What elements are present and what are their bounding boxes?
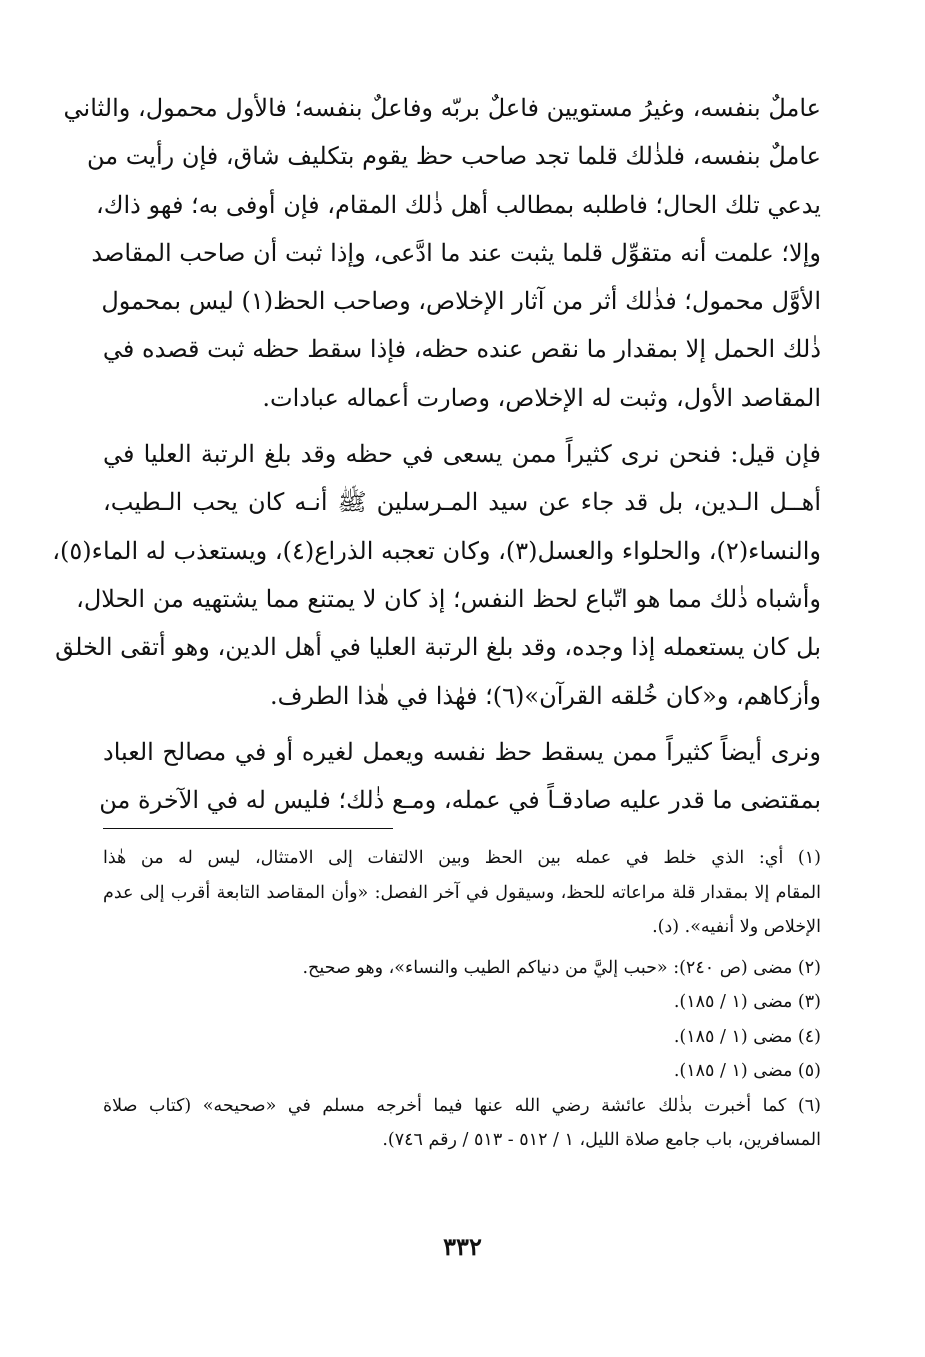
text-line: بل كان يستعمله إذا وجده، وقد بلغ الرتبة العليا في أهل الدين، وهو أتقى الخلق bbox=[55, 633, 821, 662]
text-line: يدعي تلك الحال؛ فاطلبه بمطالب أهل ذٰلك المقام، فإن أوفى به؛ فهو ذاك، bbox=[95, 190, 821, 219]
footnote-line: (١) أي: الذي خلط في عمله بين الحظ وبين الالتفات إلى الامتثال، ليس له من هٰذا bbox=[103, 848, 821, 869]
text-line: ونرى أيضاً كثيراً ممن يسقط حظ نفسه ويعمل لغيره أو في مصالح العباد bbox=[103, 737, 821, 766]
text-line: المقاصد الأول، وثبت له الإخلاص، وصارت أعماله عبادات. bbox=[262, 383, 821, 412]
text-line: أهــل الـدين، بل قد جاء عن سيد المـرسلين ﷺ أنـه كان يحب الـطيب، bbox=[103, 488, 821, 517]
paragraph-gap bbox=[103, 422, 821, 430]
text-line: الأوَّل محمول؛ فذٰلك أثر من آثار الإخلاص، وصاحب الحظ(١) ليس بمحمول bbox=[101, 287, 821, 316]
paragraph-3 bbox=[99, 728, 821, 825]
footnote-1 bbox=[103, 841, 821, 945]
main-text bbox=[52, 84, 821, 824]
footnote-line: الإخلاص ولا أنفيه». (د). bbox=[652, 917, 821, 938]
footnote-line: (٣) مضى (١ / ١٨٥). bbox=[673, 992, 821, 1013]
footnote-separator bbox=[103, 828, 393, 829]
footnote-5 bbox=[103, 1054, 821, 1089]
footnote-line: المقام إلا بمقدار قلة مراعاته للحظ، وسيقول في آخر الفصل: «وأن المقاصد التابعة أقرب إلى عدم bbox=[103, 882, 821, 903]
paragraph-1 bbox=[63, 84, 821, 422]
text-line: وأزكاهم، و«كان خُلقه القرآن»(٦)؛ فهٰذا في هٰذا الطرف. bbox=[270, 681, 821, 710]
footnote-line: (٥) مضى (١ / ١٨٥). bbox=[673, 1061, 821, 1082]
footnote-2 bbox=[103, 951, 821, 986]
text-line: عاملٌ بنفسه، فلذٰلك قلما تجد صاحب حظ يقوم بتكليف شاق، فإن رأيت من bbox=[86, 142, 821, 171]
text-line: وأشباه ذٰلك مما هو اتّباع لحظ النفس؛ إذ كان لا يمتنع مما يشتهيه من الحلال، bbox=[76, 584, 821, 613]
footnote-line: المسافرين، باب جامع صلاة الليل، ١ / ٥١٢ - ٥١٣ / رقم ٧٤٦). bbox=[382, 1130, 821, 1151]
footnote-6 bbox=[103, 1089, 821, 1158]
text-line: بمقتضى ما قدر عليه صادقـاً في عمله، ومـع ذٰلك؛ فليس له في الآخرة من bbox=[99, 786, 821, 815]
footnote-line: (٢) مضى (ص ٢٤٠): «حبب إليَّ من دنياكم الطيب والنساء»، وهو صحيح. bbox=[302, 957, 821, 978]
footnote-line: (٤) مضى (١ / ١٨٥). bbox=[673, 1026, 821, 1047]
paragraph-gap bbox=[103, 720, 821, 728]
page-number: ٣٣٢ bbox=[443, 1232, 482, 1261]
footnote-3 bbox=[103, 985, 821, 1020]
footnote-4 bbox=[103, 1020, 821, 1055]
text-line: ذٰلك الحمل إلا بمقدار ما نقص عنده حظه، فإذا سقط حظه ثبت قصده في bbox=[102, 335, 821, 364]
text-line: عاملٌ بنفسه، وغيرُ مستويين فاعلٌ بربّه وفاعلٌ بنفسه؛ فالأول محمول، والثاني bbox=[63, 94, 821, 122]
footnote-line: (٦) كما أخبرت بذٰلك عائشة رضي الله عنها فيما أخرجه مسلم في «صحيحه» (كتاب صلاة bbox=[103, 1095, 821, 1116]
footnotes bbox=[103, 841, 821, 1158]
text-line: والنساء(٢)، والحلواء والعسل(٣)، وكان تعجبه الذراع(٤)، ويستعذب له الماء(٥)، bbox=[52, 536, 821, 565]
text-line: وإلا؛ علمت أنه متقوِّل قلما يثبت عند ما ادَّعى، وإذا ثبت أن صاحب المقاصد bbox=[91, 238, 821, 267]
text-line: فإن قيل: فنحن نرى كثيراً ممن يسعى في حظه وقد بلغ الرتبة العليا في bbox=[103, 440, 821, 469]
paragraph-2 bbox=[52, 430, 821, 720]
